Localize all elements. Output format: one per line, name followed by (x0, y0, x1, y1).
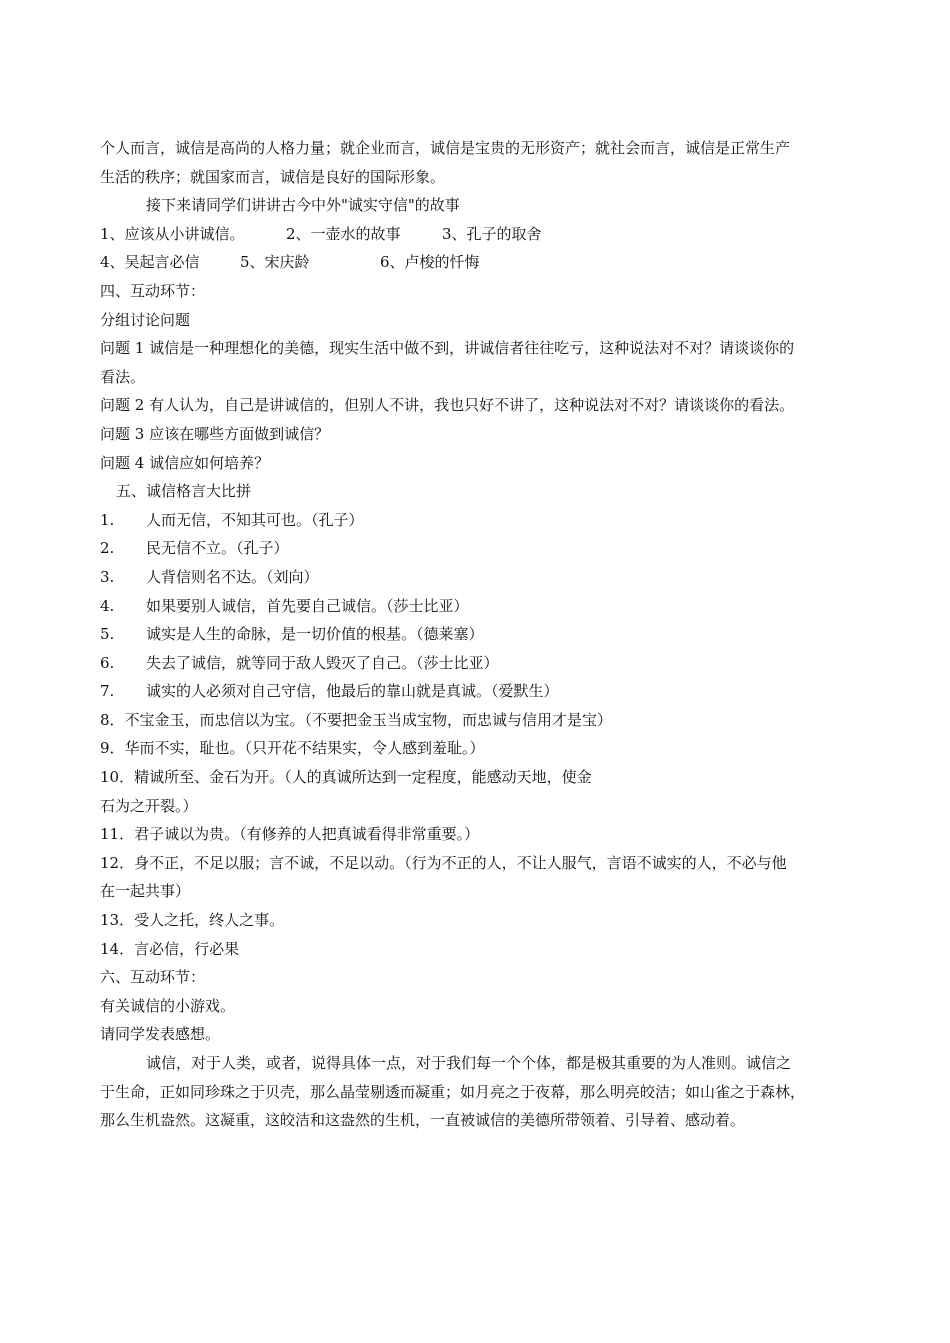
question-item-continued: 看法。 (100, 367, 146, 386)
quote-item (100, 620, 860, 649)
story-item: 3、孔子的取舍 (442, 224, 542, 243)
closing-paragraph-line: 于生命，正如同珍珠之于贝壳，那么晶莹剔透而凝重；如月亮之于夜幕，那么明亮皎洁；如山雀之于森林， (100, 1082, 806, 1101)
quote-item (100, 563, 860, 592)
quote-item-continued: 在一起共事） (100, 882, 191, 901)
quote-item (100, 506, 860, 535)
story-item: 6、卢梭的忏悔 (380, 253, 480, 272)
quote-number: 6. (100, 653, 115, 672)
quote-item (100, 592, 860, 621)
story-item: 1、应该从小讲诚信。 (100, 224, 245, 243)
section-heading: 五、诚信格言大比拼 (116, 482, 252, 501)
stories-lead: 接下来请同学们讲讲古今中外"诚实守信"的故事 (146, 196, 460, 215)
quote-text: 人背信则名不达。（刘向） (146, 567, 319, 586)
activity-line: 有关诚信的小游戏。 (100, 996, 236, 1015)
quote-item: 8．不宝金玉，而忠信以为宝。（不要把金玉当成宝物，而忠诚与信用才是宝） (100, 710, 613, 729)
section-heading: 六、互动环节： (100, 968, 206, 987)
question-item: 问题 2 有人认为，自己是讲诚信的，但别人不讲，我也只好不讲了，这种说法对不对？请谈谈你的看法。 (100, 396, 795, 415)
quote-item (100, 649, 860, 678)
stories-row (100, 248, 860, 277)
quote-item: 12．身不正，不足以服；言不诚，不足以动。（行为不正的人，不让人服气，言语不诚实的人，不必与他 (100, 853, 787, 872)
quote-item: 14．言必信，行必果 (100, 939, 240, 958)
question-item: 问题 3 应该在哪些方面做到诚信？ (100, 424, 330, 443)
quote-text: 失去了诚信，就等同于敌人毁灭了自己。（莎士比亚） (146, 653, 499, 672)
quote-item: 10．精诚所至、金石为开。（人的真诚所达到一定程度，能感动天地，使金 (100, 768, 592, 787)
question-item: 问题 4 诚信应如何培养？ (100, 453, 270, 472)
section-subheading: 分组讨论问题 (100, 310, 191, 329)
document-body (100, 134, 860, 1135)
quote-text: 诚实是人生的命脉，是一切价值的根基。（德莱塞） (146, 625, 484, 644)
closing-paragraph-line: 那么生机盎然。这凝重，这皎洁和这盎然的生机，一直被诚信的美德所带领着、引导着、感动着。 (100, 1111, 746, 1130)
section-heading: 四、互动环节： (100, 281, 206, 300)
quote-text: 如果要别人诚信，首先要自己诚信。（莎士比亚） (146, 596, 469, 615)
story-item: 5、宋庆龄 (240, 253, 310, 272)
quote-text: 人而无信，不知其可也。（孔子） (146, 510, 364, 529)
quote-number: 2. (100, 539, 115, 558)
quote-item: 9．华而不实，耻也。（只开花不结果实，令人感到羞耻。） (100, 739, 485, 758)
quote-number: 4. (100, 596, 115, 615)
quote-item: 13．受人之托，终人之事。 (100, 911, 285, 930)
story-item: 4、吴起言必信 (100, 253, 200, 272)
story-item: 2、一壶水的故事 (286, 224, 401, 243)
quote-number: 7. (100, 682, 115, 701)
quote-number: 5. (100, 625, 115, 644)
quote-item (100, 677, 860, 706)
quote-number: 3. (100, 567, 115, 586)
question-item: 问题 1 诚信是一种理想化的美德，现实生活中做不到，讲诚信者往往吃亏，这种说法对不对？请谈谈你的 (100, 339, 795, 358)
quote-item: 11．君子诚以为贵。（有修养的人把真诚看得非常重要。） (100, 825, 480, 844)
intro-line: 生活的秩序；就国家而言，诚信是良好的国际形象。 (100, 167, 446, 186)
quote-item (100, 534, 860, 563)
quote-item-continued: 石为之开裂。） (100, 796, 198, 815)
quote-text: 诚实的人必须对自己守信，他最后的靠山就是真诚。（爱默生） (146, 682, 559, 701)
stories-row (100, 220, 860, 249)
intro-line: 个人而言，诚信是高尚的人格力量；就企业而言，诚信是宝贵的无形资产；就社会而言，诚信是正常生产 (100, 139, 791, 157)
closing-paragraph-line: 诚信，对于人类，或者，说得具体一点，对于我们每一个个体，都是极其重要的为人准则。诚信之 (146, 1054, 792, 1072)
quote-text: 民无信不立。（孔子） (146, 539, 289, 558)
activity-line: 请同学发表感想。 (100, 1025, 221, 1044)
quote-number: 1. (100, 510, 115, 529)
